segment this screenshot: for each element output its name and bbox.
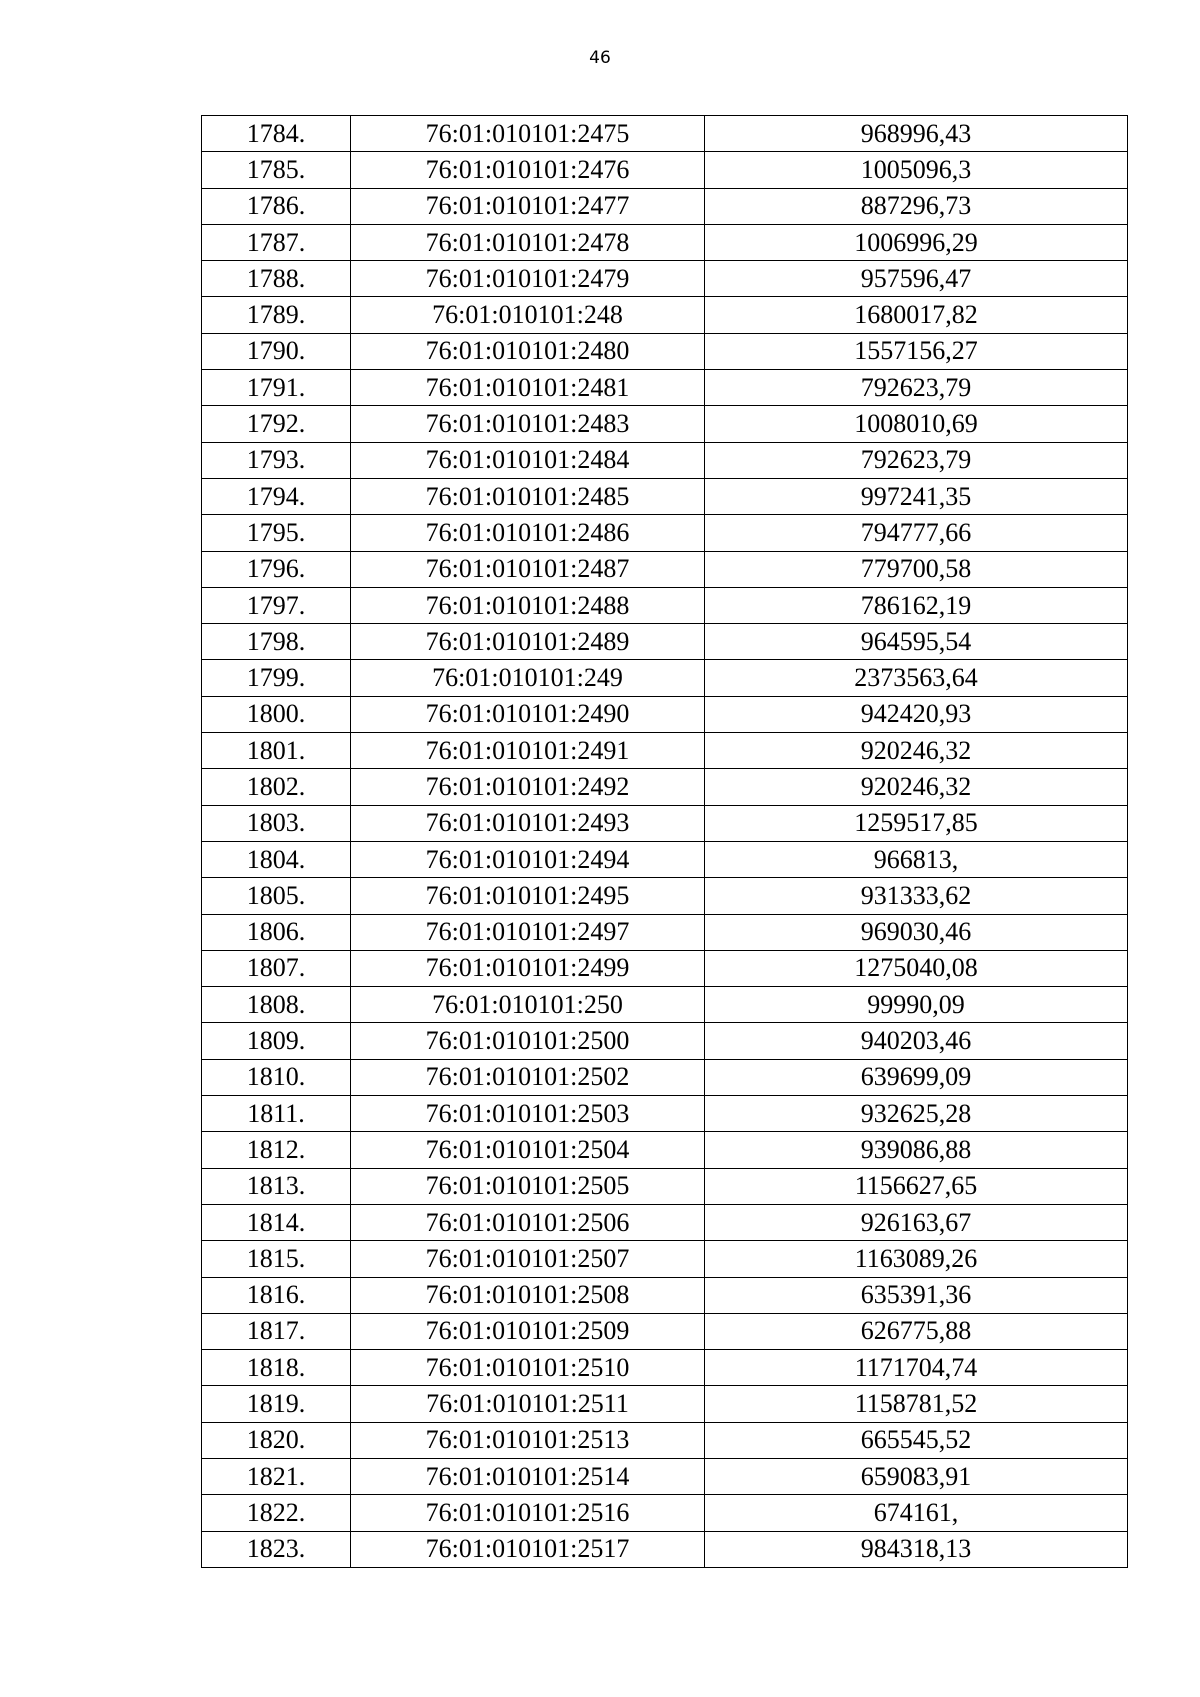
value-cell: 659083,91	[705, 1458, 1128, 1494]
cadastral-number-cell: 76:01:010101:2480	[351, 333, 705, 369]
row-number-cell: 1802.	[202, 769, 351, 805]
row-number-cell: 1814.	[202, 1204, 351, 1240]
cadastral-number-cell: 76:01:010101:2495	[351, 878, 705, 914]
table-row	[202, 1023, 1128, 1059]
row-number-cell: 1808.	[202, 987, 351, 1023]
cadastral-number-cell: 76:01:010101:2476	[351, 152, 705, 188]
row-number-cell: 1797.	[202, 587, 351, 623]
row-number-cell: 1803.	[202, 805, 351, 841]
cadastral-number-cell: 76:01:010101:2490	[351, 696, 705, 732]
value-cell: 939086,88	[705, 1132, 1128, 1168]
cadastral-number-cell: 76:01:010101:2502	[351, 1059, 705, 1095]
value-cell: 926163,67	[705, 1204, 1128, 1240]
cadastral-number-cell: 76:01:010101:2483	[351, 406, 705, 442]
cadastral-number-cell: 76:01:010101:2499	[351, 950, 705, 986]
table-row	[202, 188, 1128, 224]
value-cell: 968996,43	[705, 116, 1128, 152]
value-cell: 932625,28	[705, 1096, 1128, 1132]
row-number-cell: 1805.	[202, 878, 351, 914]
cadastral-number-cell: 76:01:010101:248	[351, 297, 705, 333]
row-number-cell: 1801.	[202, 733, 351, 769]
table-row	[202, 1277, 1128, 1313]
cadastral-number-cell: 76:01:010101:2505	[351, 1168, 705, 1204]
value-cell: 2373563,64	[705, 660, 1128, 696]
table-row	[202, 370, 1128, 406]
row-number-cell: 1786.	[202, 188, 351, 224]
table-row	[202, 1313, 1128, 1349]
row-number-cell: 1819.	[202, 1386, 351, 1422]
row-number-cell: 1784.	[202, 116, 351, 152]
row-number-cell: 1820.	[202, 1422, 351, 1458]
cadastral-number-cell: 76:01:010101:2475	[351, 116, 705, 152]
cadastral-number-cell: 76:01:010101:250	[351, 987, 705, 1023]
value-cell: 99990,09	[705, 987, 1128, 1023]
cadastral-number-cell: 76:01:010101:2485	[351, 478, 705, 514]
table-row	[202, 950, 1128, 986]
value-cell: 635391,36	[705, 1277, 1128, 1313]
table-row	[202, 478, 1128, 514]
table-row	[202, 914, 1128, 950]
table-row	[202, 1132, 1128, 1168]
table-row	[202, 587, 1128, 623]
row-number-cell: 1794.	[202, 478, 351, 514]
table-row	[202, 442, 1128, 478]
value-cell: 942420,93	[705, 696, 1128, 732]
value-cell: 931333,62	[705, 878, 1128, 914]
table-row	[202, 406, 1128, 442]
cadastral-number-cell: 76:01:010101:2504	[351, 1132, 705, 1168]
row-number-cell: 1788.	[202, 261, 351, 297]
cadastral-number-cell: 76:01:010101:2497	[351, 914, 705, 950]
row-number-cell: 1791.	[202, 370, 351, 406]
table-row	[202, 116, 1128, 152]
table-row	[202, 1096, 1128, 1132]
cadastral-number-cell: 76:01:010101:2493	[351, 805, 705, 841]
table-row	[202, 805, 1128, 841]
value-cell: 1163089,26	[705, 1241, 1128, 1277]
row-number-cell: 1822.	[202, 1495, 351, 1531]
value-cell: 1557156,27	[705, 333, 1128, 369]
row-number-cell: 1804.	[202, 841, 351, 877]
cadastral-number-cell: 76:01:010101:2494	[351, 841, 705, 877]
cadastral-number-cell: 76:01:010101:2487	[351, 551, 705, 587]
cadastral-number-cell: 76:01:010101:2481	[351, 370, 705, 406]
value-cell: 887296,73	[705, 188, 1128, 224]
table-row	[202, 878, 1128, 914]
row-number-cell: 1821.	[202, 1458, 351, 1494]
cadastral-number-cell: 76:01:010101:2506	[351, 1204, 705, 1240]
value-cell: 1171704,74	[705, 1350, 1128, 1386]
row-number-cell: 1793.	[202, 442, 351, 478]
value-cell: 1006996,29	[705, 224, 1128, 260]
row-number-cell: 1806.	[202, 914, 351, 950]
value-cell: 794777,66	[705, 515, 1128, 551]
cadastral-number-cell: 76:01:010101:2516	[351, 1495, 705, 1531]
cadastral-number-cell: 76:01:010101:2486	[351, 515, 705, 551]
table-row	[202, 551, 1128, 587]
value-cell: 786162,19	[705, 587, 1128, 623]
row-number-cell: 1817.	[202, 1313, 351, 1349]
row-number-cell: 1792.	[202, 406, 351, 442]
table-row	[202, 261, 1128, 297]
value-cell: 997241,35	[705, 478, 1128, 514]
cadastral-number-cell: 76:01:010101:2514	[351, 1458, 705, 1494]
row-number-cell: 1796.	[202, 551, 351, 587]
value-cell: 626775,88	[705, 1313, 1128, 1349]
row-number-cell: 1816.	[202, 1277, 351, 1313]
table-row	[202, 1422, 1128, 1458]
row-number-cell: 1810.	[202, 1059, 351, 1095]
cadastral-number-cell: 76:01:010101:2500	[351, 1023, 705, 1059]
table-row	[202, 1386, 1128, 1422]
table-row	[202, 1168, 1128, 1204]
cadastral-number-cell: 76:01:010101:2484	[351, 442, 705, 478]
table-row	[202, 515, 1128, 551]
table-row	[202, 660, 1128, 696]
cadastral-value-table	[201, 115, 1128, 1568]
value-cell: 920246,32	[705, 769, 1128, 805]
value-cell: 957596,47	[705, 261, 1128, 297]
cadastral-number-cell: 76:01:010101:2477	[351, 188, 705, 224]
table-row	[202, 1204, 1128, 1240]
row-number-cell: 1823.	[202, 1531, 351, 1567]
table-row	[202, 224, 1128, 260]
cadastral-number-cell: 76:01:010101:2507	[351, 1241, 705, 1277]
cadastral-number-cell: 76:01:010101:2508	[351, 1277, 705, 1313]
row-number-cell: 1807.	[202, 950, 351, 986]
table-row	[202, 1495, 1128, 1531]
row-number-cell: 1818.	[202, 1350, 351, 1386]
row-number-cell: 1795.	[202, 515, 351, 551]
value-cell: 1156627,65	[705, 1168, 1128, 1204]
value-cell: 1680017,82	[705, 297, 1128, 333]
row-number-cell: 1787.	[202, 224, 351, 260]
cadastral-number-cell: 76:01:010101:249	[351, 660, 705, 696]
table-row	[202, 1241, 1128, 1277]
cadastral-number-cell: 76:01:010101:2503	[351, 1096, 705, 1132]
table-row	[202, 987, 1128, 1023]
table-row	[202, 152, 1128, 188]
cadastral-number-cell: 76:01:010101:2489	[351, 624, 705, 660]
cadastral-number-cell: 76:01:010101:2491	[351, 733, 705, 769]
row-number-cell: 1811.	[202, 1096, 351, 1132]
value-cell: 1259517,85	[705, 805, 1128, 841]
cadastral-number-cell: 76:01:010101:2511	[351, 1386, 705, 1422]
table-row	[202, 624, 1128, 660]
value-cell: 1158781,52	[705, 1386, 1128, 1422]
table-body	[202, 116, 1128, 1568]
cadastral-number-cell: 76:01:010101:2479	[351, 261, 705, 297]
value-cell: 1005096,3	[705, 152, 1128, 188]
row-number-cell: 1812.	[202, 1132, 351, 1168]
row-number-cell: 1799.	[202, 660, 351, 696]
cadastral-number-cell: 76:01:010101:2513	[351, 1422, 705, 1458]
table-row	[202, 696, 1128, 732]
page-number: 46	[589, 48, 611, 68]
cadastral-number-cell: 76:01:010101:2510	[351, 1350, 705, 1386]
value-cell: 639699,09	[705, 1059, 1128, 1095]
table-row	[202, 769, 1128, 805]
table-row	[202, 1059, 1128, 1095]
cadastral-number-cell: 76:01:010101:2517	[351, 1531, 705, 1567]
value-cell: 966813,	[705, 841, 1128, 877]
table-row	[202, 333, 1128, 369]
cadastral-number-cell: 76:01:010101:2509	[351, 1313, 705, 1349]
value-cell: 792623,79	[705, 370, 1128, 406]
value-cell: 984318,13	[705, 1531, 1128, 1567]
value-cell: 1008010,69	[705, 406, 1128, 442]
value-cell: 665545,52	[705, 1422, 1128, 1458]
cadastral-number-cell: 76:01:010101:2478	[351, 224, 705, 260]
table-row	[202, 733, 1128, 769]
value-cell: 964595,54	[705, 624, 1128, 660]
value-cell: 940203,46	[705, 1023, 1128, 1059]
table-row	[202, 1350, 1128, 1386]
value-cell: 792623,79	[705, 442, 1128, 478]
value-cell: 674161,	[705, 1495, 1128, 1531]
value-cell: 1275040,08	[705, 950, 1128, 986]
table-row	[202, 1531, 1128, 1567]
row-number-cell: 1809.	[202, 1023, 351, 1059]
row-number-cell: 1798.	[202, 624, 351, 660]
row-number-cell: 1800.	[202, 696, 351, 732]
cadastral-number-cell: 76:01:010101:2492	[351, 769, 705, 805]
table-row	[202, 297, 1128, 333]
value-cell: 969030,46	[705, 914, 1128, 950]
row-number-cell: 1813.	[202, 1168, 351, 1204]
row-number-cell: 1790.	[202, 333, 351, 369]
cadastral-number-cell: 76:01:010101:2488	[351, 587, 705, 623]
row-number-cell: 1785.	[202, 152, 351, 188]
value-cell: 920246,32	[705, 733, 1128, 769]
table-row	[202, 841, 1128, 877]
value-cell: 779700,58	[705, 551, 1128, 587]
row-number-cell: 1815.	[202, 1241, 351, 1277]
table-row	[202, 1458, 1128, 1494]
row-number-cell: 1789.	[202, 297, 351, 333]
